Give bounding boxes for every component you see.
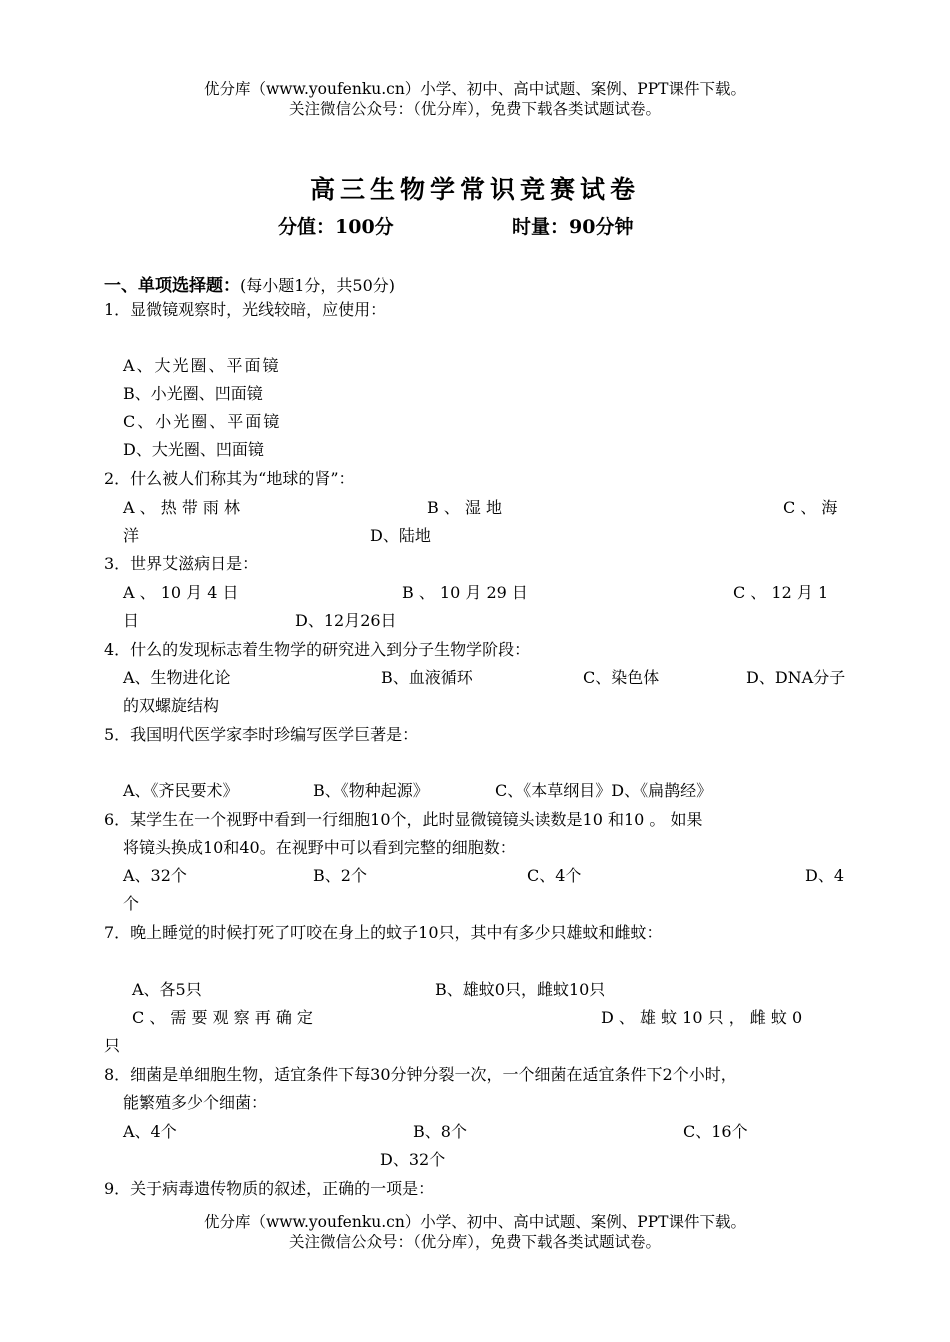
q4-stem: 4．什么的发现标志着生物学的研究进入到分子生物学阶段： xyxy=(104,640,531,659)
q4-option-b: B、血液循环 xyxy=(381,668,473,687)
q3-option-d: D、12月26日 xyxy=(295,611,397,630)
q4-option-a: A、生物进化论 xyxy=(123,668,231,687)
q2-option-a: A 、 热 带 雨 林 xyxy=(123,498,240,517)
q7-option-d: D 、 雄 蚊 10 只 ， 雌 蚊 0 xyxy=(601,1008,803,1027)
page-title: 高三生物学常识竞赛试卷 xyxy=(309,175,640,204)
q3-option-c-wrap: 日 xyxy=(123,611,140,630)
q1-option-d: D、大光圈、凹面镜 xyxy=(123,440,264,459)
q8-option-c: C、16个 xyxy=(683,1122,748,1141)
q8-option-a: A、4个 xyxy=(123,1122,177,1141)
section-title: 一、单项选择题： xyxy=(104,276,240,296)
score-label: 分值：100分 xyxy=(278,216,394,238)
q3-option-c: C 、 12 月 1 xyxy=(733,583,829,602)
q3-option-a: A 、 10 月 4 日 xyxy=(123,583,239,602)
footer-line-2: 关注微信公众号：（优分库），免费下载各类试题试卷。 xyxy=(288,1233,661,1251)
q7-stem: 7．晚上睡觉的时候打死了叮咬在身上的蚊子10只，其中有多少只雄蚊和雌蚊： xyxy=(104,923,663,942)
q7-option-b: B、雄蚊0只，雌蚊10只 xyxy=(435,980,606,999)
q8-stem: 8．细菌是单细胞生物，适宜条件下每30分钟分裂一次，一个细菌在适宜条件下2个小时， xyxy=(104,1065,737,1084)
q2-option-c-wrap: 洋 xyxy=(123,526,140,545)
q1-option-a: A、大光圈、平面镜 xyxy=(123,356,281,375)
header-line-2: 关注微信公众号：（优分库），免费下载各类试题试卷。 xyxy=(288,100,661,118)
q4-option-d: D、DNA分子 xyxy=(746,668,846,687)
q2-option-d: D、陆地 xyxy=(370,526,431,545)
q7-option-a: A、各5只 xyxy=(132,980,202,999)
q5-option-a: A、《齐民要术》 xyxy=(123,781,239,800)
q3-option-b: B 、 10 月 29 日 xyxy=(402,583,528,602)
q4-option-d-wrap: 的双螺旋结构 xyxy=(123,696,220,715)
section-heading xyxy=(104,271,395,296)
q7-option-d-wrap: 只 xyxy=(104,1036,121,1055)
q5-option-cd: C、《本草纲目》D、《扁鹊经》 xyxy=(495,781,713,800)
q7-option-c: C 、 需 要 观 察 再 确 定 xyxy=(132,1008,313,1027)
q2-option-b: B 、 湿 地 xyxy=(427,498,503,517)
q6-stem-continued: 将镜头换成10和40。在视野中可以看到完整的细胞数： xyxy=(123,838,516,857)
q1-option-c: C、小光圈、平面镜 xyxy=(123,412,282,431)
q6-option-d: D、4 xyxy=(805,866,845,885)
q1-stem: 1．显微镜观察时，光线较暗，应使用： xyxy=(104,300,387,319)
q4-option-c: C、染色体 xyxy=(583,668,660,687)
q9-stem: 9．关于病毒遗传物质的叙述，正确的一项是： xyxy=(104,1179,435,1198)
q5-stem: 5．我国明代医学家李时珍编写医学巨著是： xyxy=(104,725,419,744)
header-line-1: 优分库（www.youfenku.cn）小学、初中、高中试题、案例、PPT课件下载。 xyxy=(203,80,747,98)
q6-option-b: B、2个 xyxy=(313,866,367,885)
time-label: 时量：90分钟 xyxy=(512,216,634,238)
q2-stem: 2．什么被人们称其为“地球的肾”： xyxy=(104,469,355,488)
footer-line-1: 优分库（www.youfenku.cn）小学、初中、高中试题、案例、PPT课件下载。 xyxy=(203,1213,747,1231)
q1-option-b: B、小光圈、凹面镜 xyxy=(123,384,263,403)
q6-option-c: C、4个 xyxy=(527,866,582,885)
q5-option-b: B、《物种起源》 xyxy=(313,781,429,800)
q8-option-d: D、32个 xyxy=(380,1150,446,1169)
q6-option-a: A、32个 xyxy=(123,866,187,885)
q6-stem: 6．某学生在一个视野中看到一行细胞10个，此时显微镜镜头读数是10 和10 。 如果 xyxy=(104,810,703,829)
q3-stem: 3．世界艾滋病日是： xyxy=(104,554,259,573)
q2-option-c: C 、 海 xyxy=(783,498,838,517)
q8-stem-continued: 能繁殖多少个细菌： xyxy=(123,1093,268,1112)
section-note: (每小题1分，共50分) xyxy=(240,276,396,295)
q8-option-b: B、8个 xyxy=(413,1122,467,1141)
q6-option-d-wrap: 个 xyxy=(123,894,140,913)
